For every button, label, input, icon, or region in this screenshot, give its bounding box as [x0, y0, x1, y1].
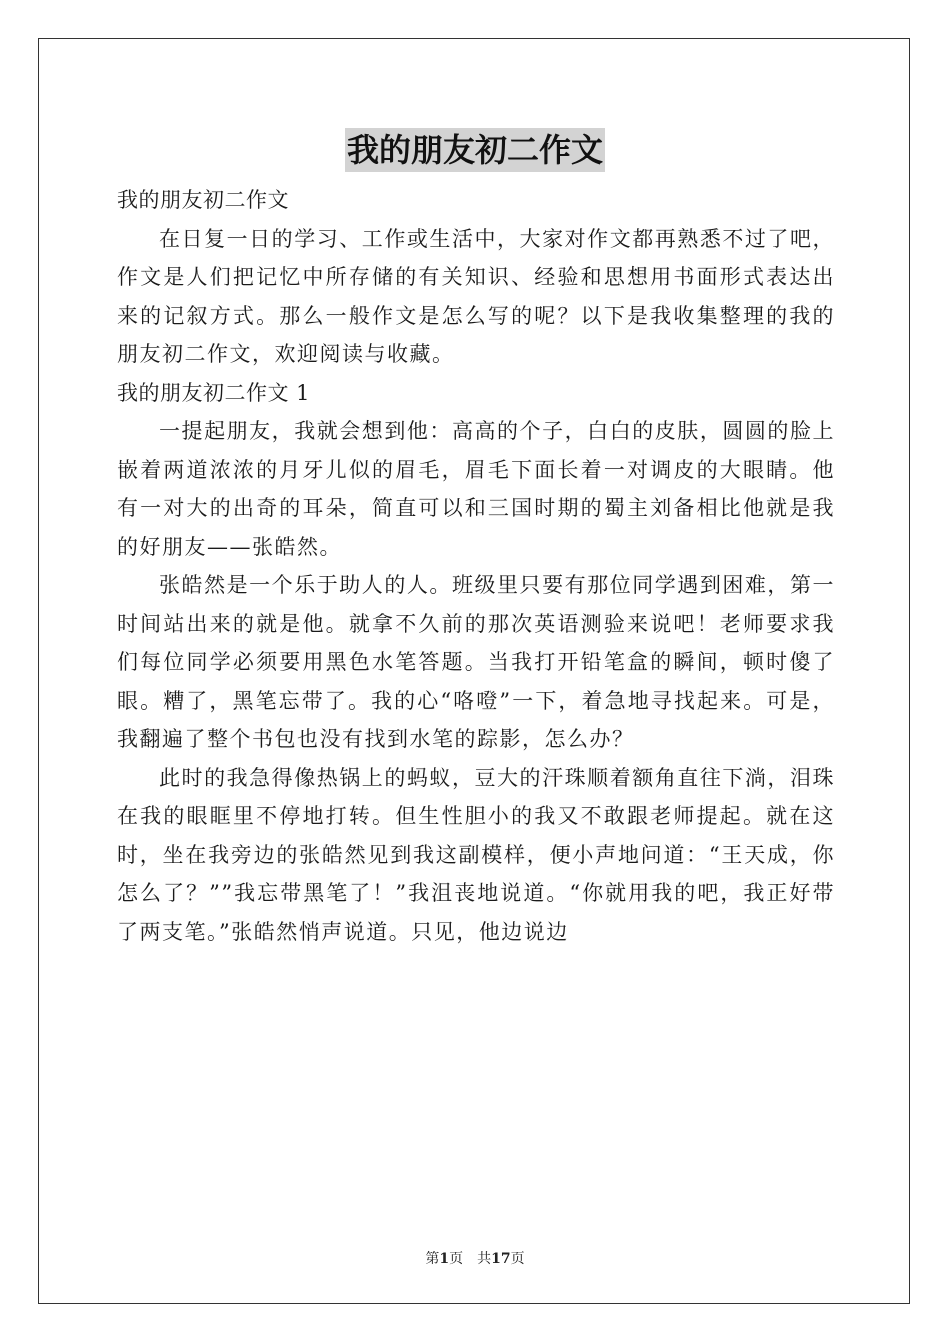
document-subtitle: 我的朋友初二作文	[117, 188, 289, 212]
body-paragraph: 此时的我急得像热锅上的蚂蚁，豆大的汗珠顺着额角直往下淌，泪珠在我的眼眶里不停地打转。但生性胆小的我又不敢跟老师提起。就在这时，坐在我旁边的张皓然见到我这副模样，便小声地问道：“王天成，你怎么了？””我忘带黑笔了！”我沮丧地说道。“你就用我的吧，我正好带了两支笔。”张皓然悄声说道。只见，他边说边	[117, 765, 835, 944]
current-page-number: 1	[439, 1251, 450, 1267]
total-pages-number: 17	[491, 1251, 511, 1267]
section-heading: 我的朋友初二作文 1	[117, 380, 311, 405]
page-unit: 页	[449, 1251, 464, 1267]
page-prefix: 第	[425, 1251, 440, 1267]
body-paragraph: 张皓然是一个乐于助人的人。班级里只要有那位同学遇到困难，第一时间站出来的就是他。就拿不久前的那次英语测验来说吧！老师要求我们每位同学必须要用黑色水笔答题。当我打开铅笔盒的瞬间，顿时傻了眼。糟了，黑笔忘带了。我的心“咯噔”一下，着急地寻找起来。可是，我翻遍了整个书包也没有找到水笔的踪影，怎么办？	[117, 573, 835, 751]
total-unit: 页	[510, 1251, 525, 1267]
total-prefix: 共	[477, 1251, 492, 1267]
intro-paragraph: 在日复一日的学习、工作或生活中，大家对作文都再熟悉不过了吧，作文是人们把记忆中所存储的有关知识、经验和思想用书面形式表达出来的记叙方式。那么一般作文是怎么写的呢？以下是我收集整理的我的朋友初二作文，欢迎阅读与收藏。	[117, 226, 835, 366]
body-paragraph: 一提起朋友，我就会想到他：高高的个子，白白的皮肤，圆圆的脸上嵌着两道浓浓的月牙儿似的眉毛，眉毛下面长着一对调皮的大眼睛。他有一对大的出奇的耳朵，简直可以和三国时期的蜀主刘备相比他就是我的好朋友——张皓然。	[117, 419, 835, 559]
title-container	[0, 128, 950, 172]
document-title: 我的朋友初二作文	[345, 128, 605, 172]
document-body	[117, 181, 835, 951]
page-footer	[0, 1248, 950, 1268]
